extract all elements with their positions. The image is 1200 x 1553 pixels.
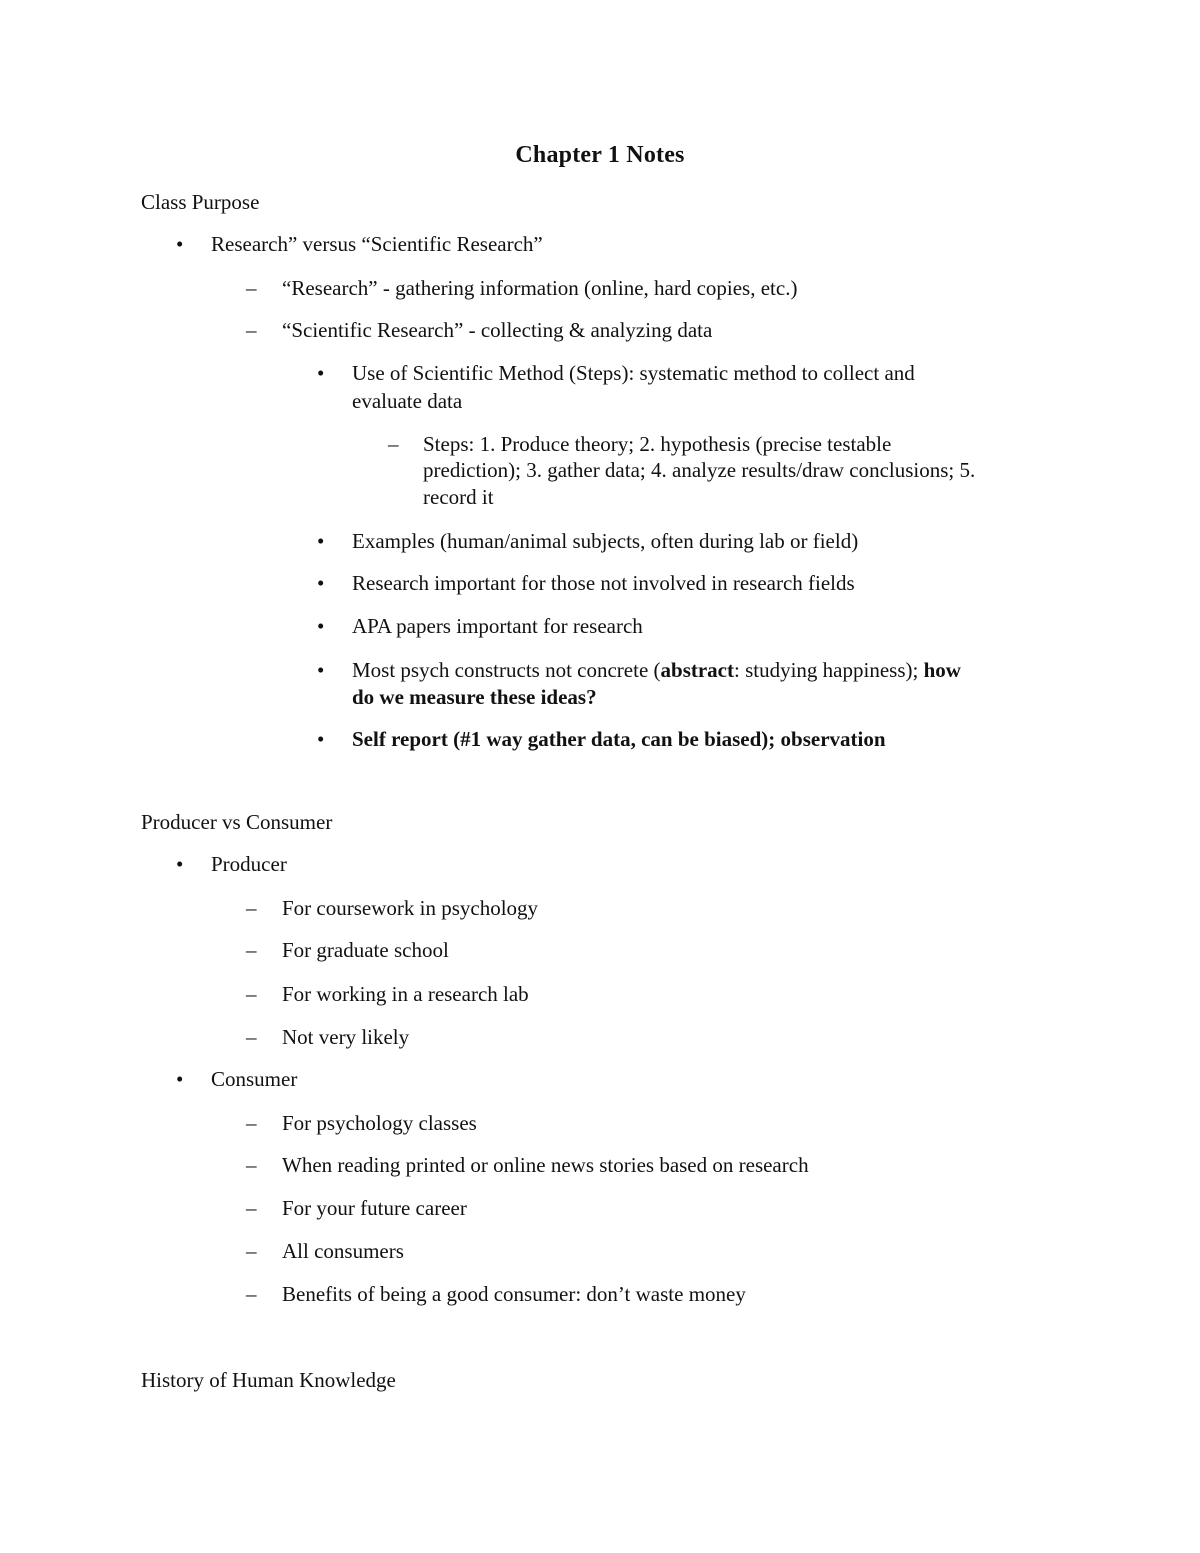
bold-text-run: how bbox=[923, 658, 961, 682]
list-item-continuation: evaluate data bbox=[352, 389, 463, 413]
bold-text-run: abstract bbox=[660, 658, 734, 682]
list-item bbox=[352, 657, 961, 684]
list-item: Research important for those not involved in research fields bbox=[352, 571, 855, 595]
text-run: Most psych constructs not concrete ( bbox=[352, 658, 661, 682]
bullet-marker: • bbox=[176, 232, 184, 256]
list-item-continuation bbox=[352, 684, 597, 711]
section-heading-class-purpose: Class Purpose bbox=[141, 190, 260, 214]
text-run: : studying happiness); bbox=[734, 658, 924, 682]
list-item: Examples (human/animal subjects, often during lab or field) bbox=[352, 529, 859, 553]
bullet-marker: • bbox=[317, 727, 325, 751]
list-item: “Research” - gathering information (online, hard copies, etc.) bbox=[282, 276, 798, 300]
dash-marker: – bbox=[246, 1282, 257, 1306]
list-item: Producer bbox=[211, 852, 287, 876]
bold-text-run: Self report (#1 way gather data, can be biased); observation bbox=[352, 727, 886, 751]
list-item: Research” versus “Scientific Research” bbox=[211, 232, 543, 256]
dash-marker: – bbox=[246, 276, 257, 300]
dash-marker: – bbox=[246, 1111, 257, 1135]
bullet-marker: • bbox=[317, 529, 325, 553]
bullet-marker: • bbox=[317, 614, 325, 638]
list-item: Steps: 1. Produce theory; 2. hypothesis (precise testable bbox=[423, 432, 892, 456]
list-item: When reading printed or online news stories based on research bbox=[282, 1153, 809, 1177]
dash-marker: – bbox=[246, 318, 257, 342]
section-heading-producer-vs-consumer: Producer vs Consumer bbox=[141, 810, 333, 834]
list-item-continuation: prediction); 3. gather data; 4. analyze results/draw conclusions; 5. bbox=[423, 458, 976, 482]
list-item: Not very likely bbox=[282, 1025, 410, 1049]
bullet-marker: • bbox=[317, 361, 325, 385]
bullet-marker: • bbox=[176, 1067, 184, 1091]
dash-marker: – bbox=[246, 1153, 257, 1177]
list-item: “Scientific Research” - collecting & analyzing data bbox=[282, 318, 713, 342]
bullet-marker: • bbox=[317, 658, 325, 682]
list-item: Consumer bbox=[211, 1067, 298, 1091]
list-item: For psychology classes bbox=[282, 1111, 477, 1135]
list-item: Use of Scientific Method (Steps): systematic method to collect and bbox=[352, 361, 915, 385]
list-item: For working in a research lab bbox=[282, 982, 529, 1006]
bullet-marker: • bbox=[176, 852, 184, 876]
list-item: For coursework in psychology bbox=[282, 896, 539, 920]
list-item: APA papers important for research bbox=[352, 614, 643, 638]
list-item: Benefits of being a good consumer: don’t waste money bbox=[282, 1282, 746, 1306]
dash-marker: – bbox=[246, 1025, 257, 1049]
dash-marker: – bbox=[246, 896, 257, 920]
list-item-continuation: record it bbox=[423, 485, 494, 509]
dash-marker: – bbox=[246, 1196, 257, 1220]
section-heading-history-of-human-knowledge: History of Human Knowledge bbox=[141, 1368, 396, 1392]
dash-marker: – bbox=[246, 1239, 257, 1263]
dash-marker: – bbox=[388, 432, 399, 456]
bold-text-run: do we measure these ideas? bbox=[352, 685, 597, 709]
list-item: All consumers bbox=[282, 1239, 404, 1263]
list-item: For your future career bbox=[282, 1196, 467, 1220]
list-item: For graduate school bbox=[282, 938, 449, 962]
dash-marker: – bbox=[246, 938, 257, 962]
list-item bbox=[352, 726, 886, 753]
dash-marker: – bbox=[246, 982, 257, 1006]
bullet-marker: • bbox=[317, 571, 325, 595]
page-title: Chapter 1 Notes bbox=[515, 142, 685, 168]
